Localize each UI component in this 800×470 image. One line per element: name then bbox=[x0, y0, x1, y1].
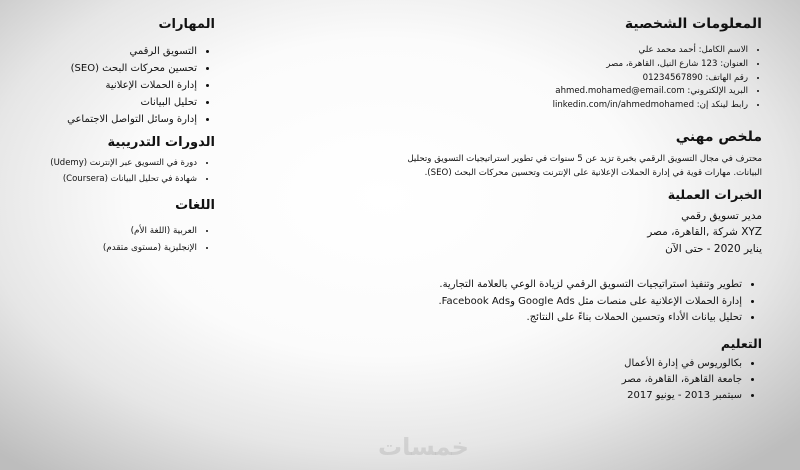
job-company: XYZ شركة ,القاهرة، مصر bbox=[647, 226, 762, 239]
experience-heading: الخبرات العملية bbox=[667, 186, 762, 202]
resume-main-column bbox=[387, 14, 762, 404]
skill-item: • إدارة وسائل التواصل الاجتماعي bbox=[15, 111, 197, 128]
degree-item: • بكالوريوس في إدارة الأعمال bbox=[387, 356, 742, 372]
resume-side-column bbox=[15, 16, 215, 257]
duty-item: • إدارة الحملات الإعلانية على منصات مثل Google Ads وFacebook Ads. bbox=[387, 294, 742, 311]
address-item: • العنوان: 123 شارع النيل، القاهرة، مصر bbox=[387, 58, 748, 72]
education-heading: التعليم bbox=[720, 335, 762, 351]
skill-item: • إدارة الحملات الإعلانية bbox=[15, 77, 197, 94]
summary-heading: ملخص مهني bbox=[675, 128, 762, 145]
languages-heading: اللغات bbox=[175, 198, 215, 213]
education-list bbox=[387, 356, 762, 404]
language-item: • الإنجليزية (مستوى متقدم) bbox=[15, 240, 197, 257]
skills-heading: المهارات bbox=[158, 17, 215, 32]
duty-item: • تطوير وتنفيذ استراتيجيات التسويق الرقمي لزيادة الوعي بالعلامة التجارية. bbox=[387, 277, 742, 294]
job-duties-list bbox=[387, 277, 762, 327]
languages-list bbox=[15, 223, 215, 257]
education-section bbox=[387, 335, 762, 404]
summary-text: محترف في مجال التسويق الرقمي بخبرة تزيد عن 5 سنوات في تطوير استراتيجيات التسويق وتحليل البيانات. مهارات قوية في إدارة الحملات الإعلانية على الإنترنت وتحسين محركات البحث (SEO). bbox=[407, 153, 762, 178]
skills-list bbox=[15, 43, 215, 128]
courses-heading: الدورات التدريبية bbox=[107, 135, 215, 150]
personal-info-list bbox=[387, 44, 762, 113]
courses-section bbox=[15, 134, 215, 187]
phone-item: • رقم الهاتف: 01234567890 bbox=[387, 72, 748, 86]
university-item: • جامعة القاهرة، القاهرة، مصر bbox=[387, 372, 742, 388]
job-title: مدير تسويق رقمي bbox=[681, 209, 762, 222]
personal-info-heading: المعلومات الشخصية bbox=[624, 16, 762, 32]
skill-item: • تحليل البيانات bbox=[15, 94, 197, 111]
course-item: • دورة في التسويق عبر الإنترنت (Udemy) bbox=[15, 155, 197, 171]
summary-section bbox=[387, 127, 762, 180]
linkedin-item: • رابط لينكد إن: linkedin.com/in/ahmedmohamed bbox=[387, 99, 748, 113]
job-period: يناير 2020 - حتى الآن bbox=[665, 242, 762, 255]
job-details bbox=[387, 208, 762, 258]
study-period-item: • سبتمبر 2013 - يونيو 2017 bbox=[387, 388, 742, 404]
skill-item: • التسويق الرقمي bbox=[15, 43, 197, 60]
course-item: • شهادة في تحليل البيانات (Coursera) bbox=[15, 171, 197, 187]
personal-info-section bbox=[387, 14, 762, 113]
experience-section bbox=[387, 186, 762, 327]
skill-item: • تحسين محركات البحث (SEO) bbox=[15, 60, 197, 77]
full-name-item: • الاسم الكامل: أحمد محمد علي bbox=[387, 44, 748, 58]
email-item: • البريد الإلكتروني: ahmed.mohamed@email.com bbox=[387, 85, 748, 99]
language-item: • العربية (اللغة الأم) bbox=[15, 223, 197, 240]
duty-item: • تحليل بيانات الأداء وتحسين الحملات بناءً على النتائج. bbox=[387, 310, 742, 327]
courses-list bbox=[15, 155, 215, 187]
watermark-logo: خمسات bbox=[378, 433, 469, 461]
languages-section bbox=[15, 197, 215, 257]
skills-section bbox=[15, 16, 215, 128]
